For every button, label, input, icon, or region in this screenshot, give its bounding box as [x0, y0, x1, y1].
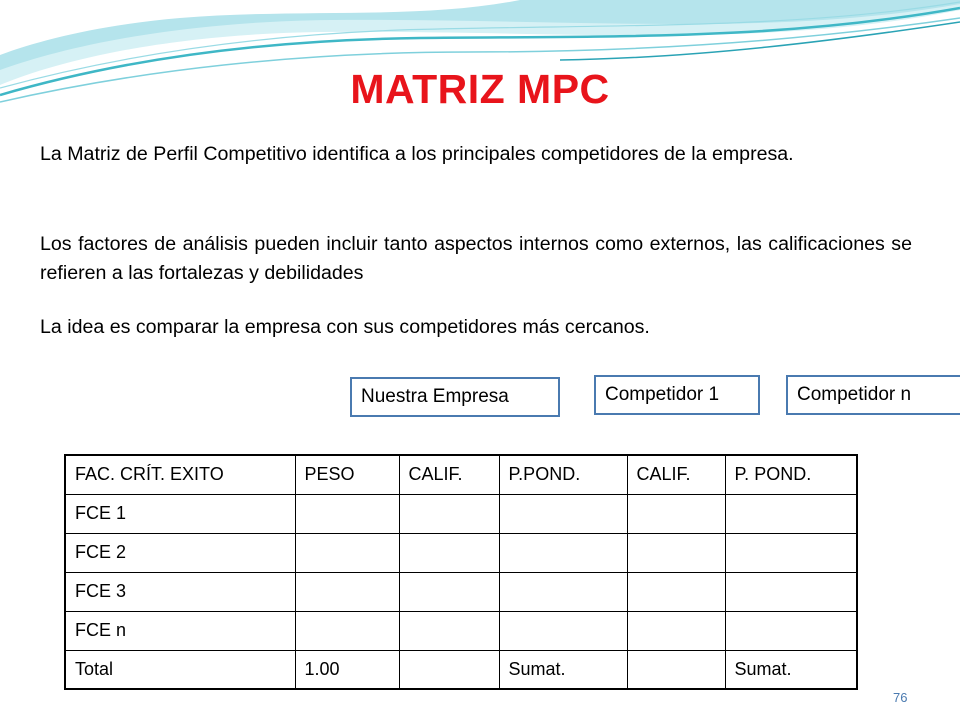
table-cell	[295, 533, 399, 572]
table-cell	[725, 611, 857, 650]
table-cell	[725, 572, 857, 611]
intro-paragraph: La Matriz de Perfil Competitivo identifica a los principales competidores de la empresa.	[40, 143, 794, 165]
table-cell	[399, 572, 499, 611]
factors-paragraph: Los factores de análisis pueden incluir tanto aspectos internos como externos, las calificaciones se refieren a las fortalezas y debilidades	[40, 233, 912, 284]
table-cell	[627, 572, 725, 611]
table-cell	[295, 494, 399, 533]
competitor-n-label: Competidor n	[786, 375, 960, 415]
table-cell	[295, 611, 399, 650]
table-cell	[627, 533, 725, 572]
table-cell: Sumat.	[725, 650, 857, 689]
table-row	[65, 533, 857, 572]
table-header-row	[65, 455, 857, 494]
header-cell: CALIF.	[399, 455, 499, 494]
page-number: 76	[893, 690, 908, 705]
table-cell: FCE 1	[65, 494, 295, 533]
table-cell	[725, 533, 857, 572]
table-cell	[499, 572, 627, 611]
table-cell: Sumat.	[499, 650, 627, 689]
table-cell	[627, 611, 725, 650]
table-cell	[399, 494, 499, 533]
header-cell: P. POND.	[725, 455, 857, 494]
table-cell	[399, 650, 499, 689]
table-cell	[295, 572, 399, 611]
header-cell: CALIF.	[627, 455, 725, 494]
table-cell	[499, 494, 627, 533]
table-cell: Total	[65, 650, 295, 689]
slide-title: MATRIZ MPC	[350, 66, 610, 112]
table-row	[65, 611, 857, 650]
table-cell	[627, 650, 725, 689]
our-company-label: Nuestra Empresa	[350, 377, 560, 417]
table-cell	[499, 611, 627, 650]
table-cell: 1.00	[295, 650, 399, 689]
table-cell	[627, 494, 725, 533]
table-cell: FCE 3	[65, 572, 295, 611]
mpc-table	[64, 454, 858, 690]
header-cell: PESO	[295, 455, 399, 494]
table-total-row	[65, 650, 857, 689]
table-cell	[499, 533, 627, 572]
table-cell	[399, 533, 499, 572]
table-row	[65, 494, 857, 533]
table-cell: FCE 2	[65, 533, 295, 572]
table-cell	[725, 494, 857, 533]
header-cell: FAC. CRÍT. EXITO	[65, 455, 295, 494]
table-cell	[399, 611, 499, 650]
table-row	[65, 572, 857, 611]
competitor-1-label: Competidor 1	[594, 375, 760, 415]
header-cell: P.POND.	[499, 455, 627, 494]
comparison-paragraph: La idea es comparar la empresa con sus competidores más cercanos.	[40, 316, 650, 338]
table-cell: FCE n	[65, 611, 295, 650]
